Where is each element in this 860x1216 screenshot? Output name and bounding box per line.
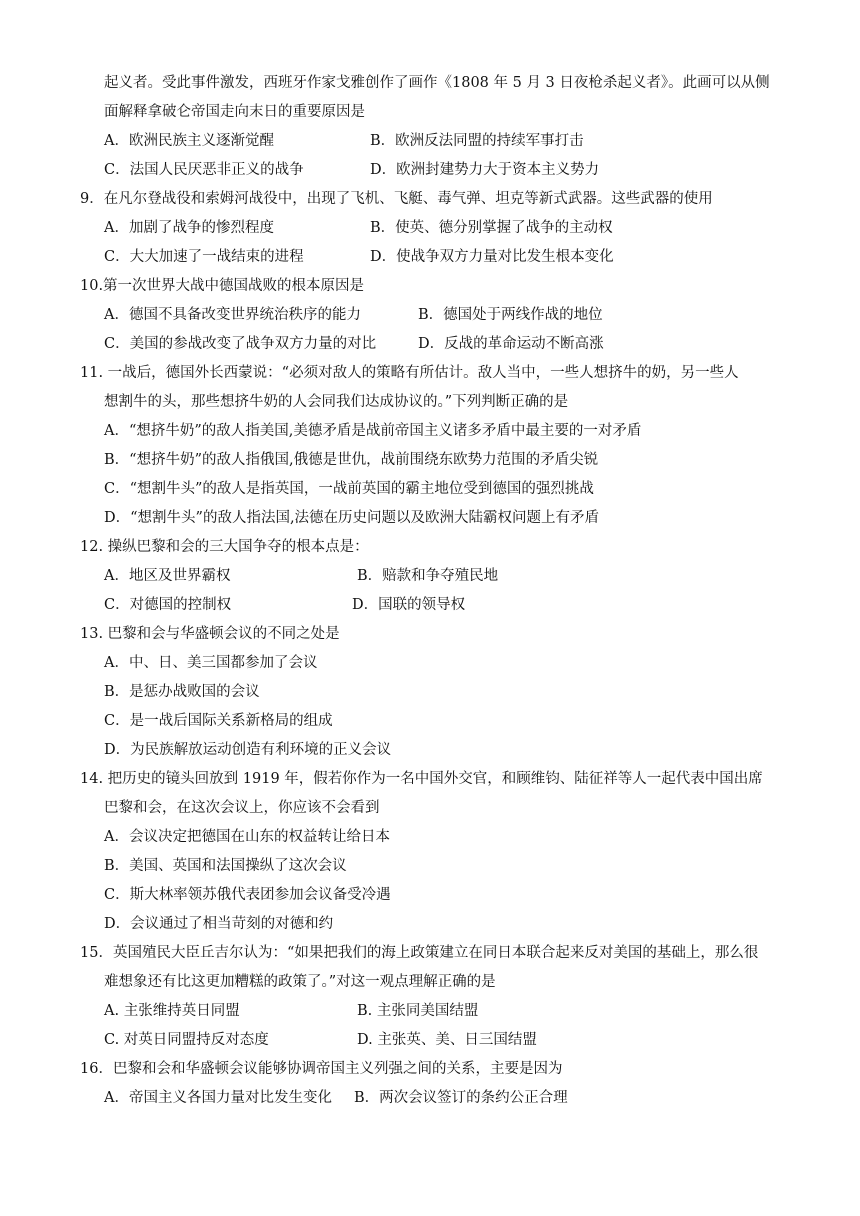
q16-stem: 16．巴黎和会和华盛顿会议能够协调帝国主义列强之间的关系，主要是因为	[80, 1061, 563, 1077]
q15-stem-line2: 难想象还有比这更加糟糕的政策了。”对这一观点理解正确的是	[104, 974, 496, 990]
q10-option-c: C．美国的参战改变了战争双方力量的对比	[104, 336, 377, 352]
q10-option-a: A．德国不具备改变世界统治秩序的能力	[104, 307, 361, 323]
q14-stem-line1: 14. 把历史的镜头回放到 1919 年，假若你作为一名中国外交官，和顾维钧、陆征祥等人一起代表中国出席	[80, 771, 763, 787]
q11-option-b: B．“想挤牛奶”的敌人指俄国,俄德是世仇，战前围绕东欧势力范围的矛盾尖锐	[104, 452, 599, 468]
q14-stem-line2: 巴黎和会，在这次会议上，你应该不会看到	[104, 800, 380, 816]
q8-option-a: A．欧洲民族主义逐渐觉醒	[104, 133, 274, 149]
q14-option-b: B．美国、英国和法国操纵了这次会议	[104, 858, 347, 874]
q11-stem-line2: 想割牛的头，那些想挤牛奶的人会同我们达成协议的。”下列判断正确的是	[104, 394, 569, 410]
q8-stem-line2: 面解释拿破仑帝国走向末日的重要原因是	[104, 104, 365, 120]
q9-option-b: B．使英、德分别掌握了战争的主动权	[370, 220, 613, 236]
q11-option-a: A．“想挤牛奶”的敌人指美国,美德矛盾是战前帝国主义诸多矛盾中最主要的一对矛盾	[104, 423, 642, 439]
q10-option-b: B．德国处于两线作战的地位	[418, 307, 603, 323]
q12-option-c: C．对德国的控制权	[104, 597, 232, 613]
q13-option-d: D．为民族解放运动创造有利环境的正义会议	[104, 742, 392, 758]
q11-option-c: C．“想割牛头”的敌人是指英国，一战前英国的霸主地位受到德国的强烈挑战	[104, 481, 594, 497]
q13-option-a: A．中、日、美三国都参加了会议	[104, 655, 318, 671]
q11-option-d: D．“想割牛头”的敌人指法国,法德在历史问题以及欧洲大陆霸权问题上有矛盾	[104, 510, 600, 526]
q15-stem-line1: 15．英国殖民大臣丘吉尔认为：“如果把我们的海上政策建立在同日本联合起来反对美国的基础上，那么很	[80, 945, 759, 961]
q13-option-c: C．是一战后国际关系新格局的组成	[104, 713, 333, 729]
q16-option-b: B．两次会议签订的条约公正合理	[354, 1090, 568, 1106]
q14-option-d: D．会议通过了相当苛刻的对德和约	[104, 916, 334, 932]
q12-option-a: A．地区及世界霸权	[104, 568, 231, 584]
q15-option-c: C. 对英日同盟持反对态度	[104, 1032, 269, 1048]
q8-option-d: D．欧洲封建势力大于资本主义势力	[370, 162, 600, 178]
q15-option-d: D. 主张英、美、日三国结盟	[357, 1032, 537, 1048]
q11-stem-line1: 11. 一战后，德国外长西蒙说：“必须对敌人的策略有所估计。敌人当中，一些人想挤牛的奶，另一些人	[80, 365, 739, 381]
q10-stem: 10.第一次世界大战中德国战败的根本原因是	[80, 278, 365, 294]
q14-option-a: A．会议决定把德国在山东的权益转让给日本	[104, 829, 390, 845]
q9-option-a: A．加剧了战争的惨烈程度	[104, 220, 274, 236]
q8-option-b: B．欧洲反法同盟的持续军事打击	[370, 133, 584, 149]
q15-option-b: B. 主张同美国结盟	[357, 1003, 479, 1019]
q9-stem: 9．在凡尔登战役和索姆河战役中，出现了飞机、飞艇、毒气弹、坦克等新式武器。这些武器的使用	[80, 191, 713, 207]
q12-option-b: B．赔款和争夺殖民地	[357, 568, 499, 584]
q8-stem-line1: 起义者。受此事件激发，西班牙作家戈雅创作了画作《1808 年 5 月 3 日夜枪杀起义者》。此画可以从侧	[104, 75, 770, 91]
q9-option-c: C．大大加速了一战结束的进程	[104, 249, 304, 265]
q12-stem: 12. 操纵巴黎和会的三大国争夺的根本点是：	[80, 539, 369, 555]
q14-option-c: C．斯大林率领苏俄代表团参加会议备受冷遇	[104, 887, 391, 903]
q9-option-d: D．使战争双方力量对比发生根本变化	[370, 249, 614, 265]
q13-option-b: B．是惩办战败国的会议	[104, 684, 260, 700]
q15-option-a: A. 主张维持英日同盟	[104, 1003, 240, 1019]
q8-option-c: C．法国人民厌恶非正义的战争	[104, 162, 304, 178]
q16-option-a: A．帝国主义各国力量对比发生变化	[104, 1090, 332, 1106]
q13-stem: 13. 巴黎和会与华盛顿会议的不同之处是	[80, 626, 340, 642]
q12-option-d: D．国联的领导权	[352, 597, 466, 613]
q10-option-d: D．反战的革命运动不断高涨	[418, 336, 604, 352]
